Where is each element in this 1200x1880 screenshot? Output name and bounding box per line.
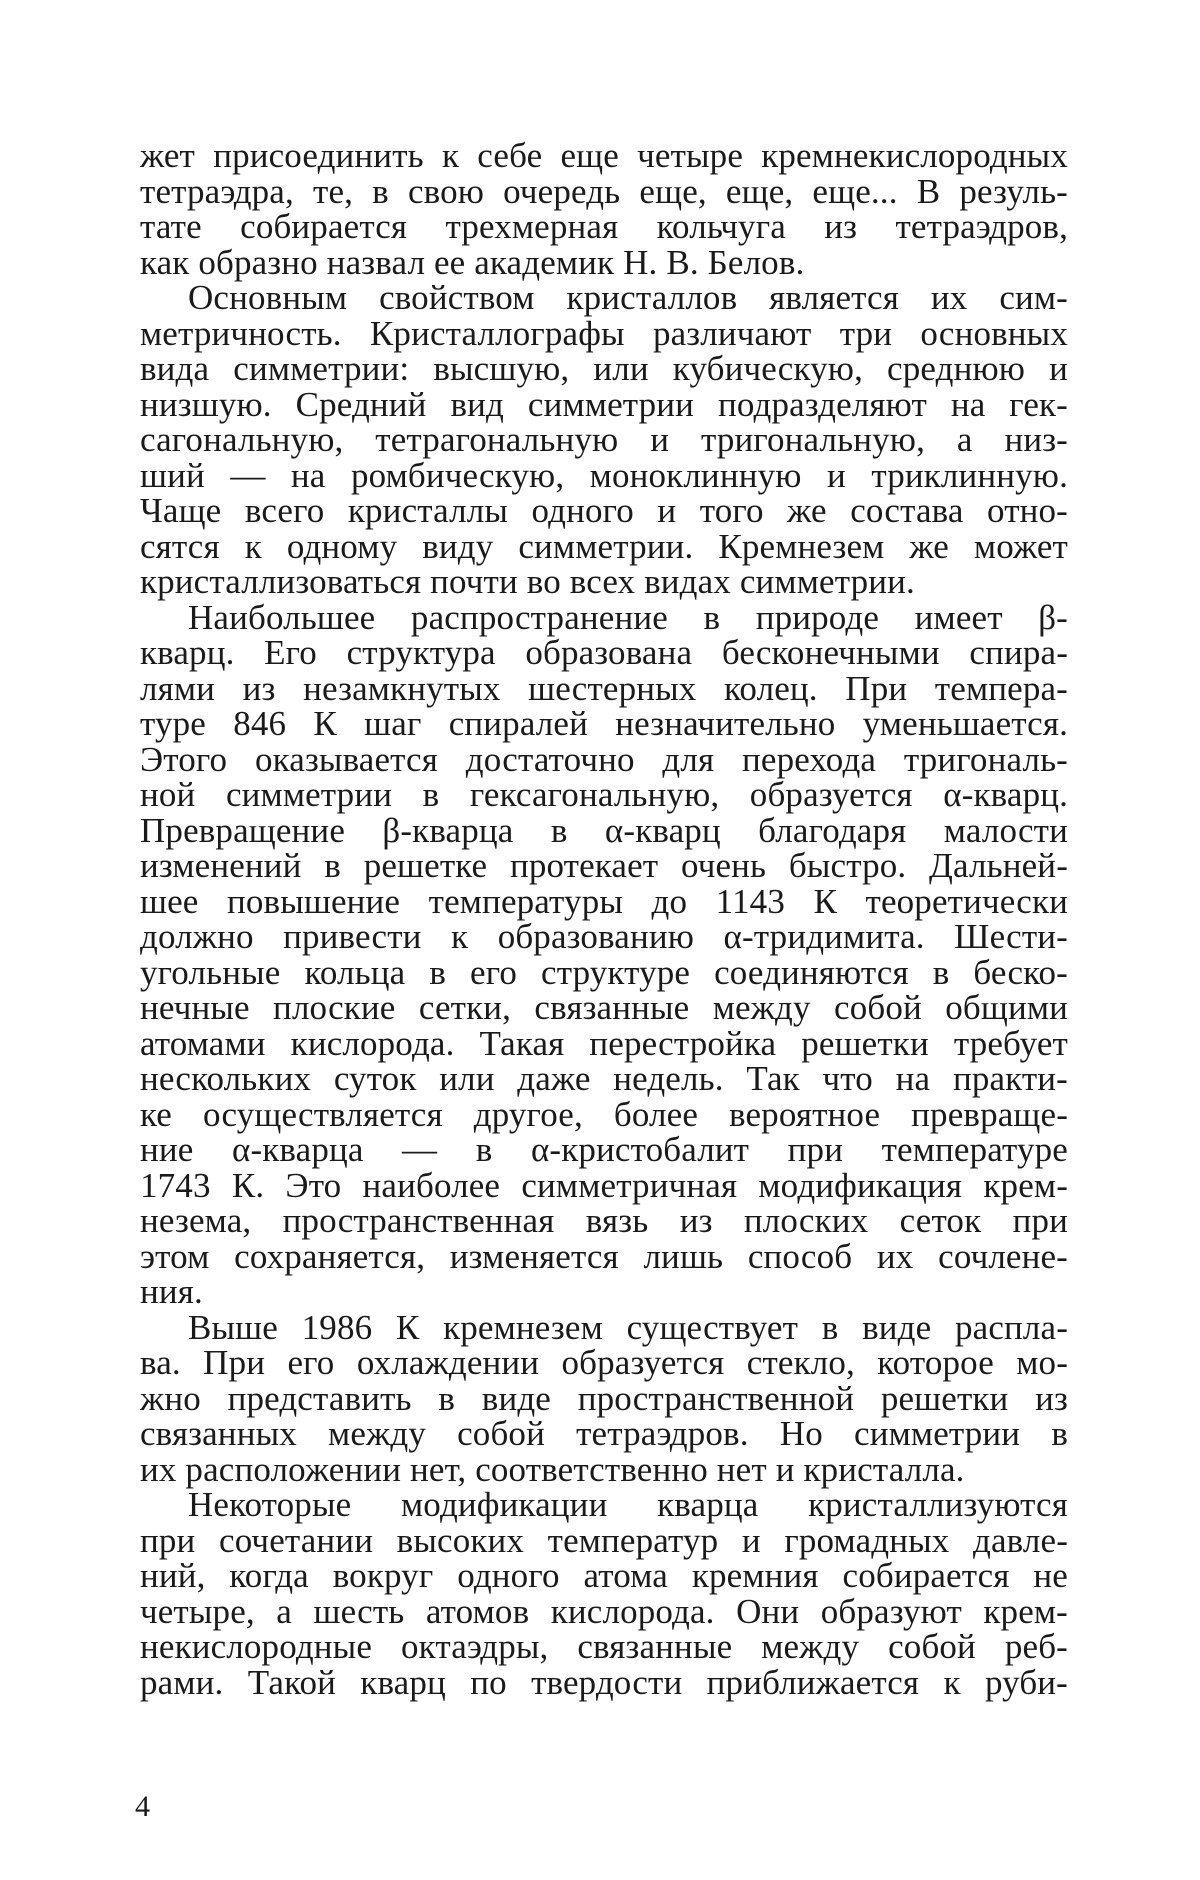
- text-line: их расположении нет, соответственно нет и кристалла.: [140, 1449, 965, 1489]
- text-line: изменений в решетке протекает очень быстро. Дальней-: [140, 846, 1068, 885]
- text-line: тетраэдра, те, в свою очередь еще, еще, еще... В резуль-: [140, 171, 1068, 211]
- text-line: Наибольшее распространение в природе имеет β-: [188, 597, 1068, 637]
- text-line: кварц. Его структура образована бесконечными спира-: [140, 633, 1068, 672]
- text-line: при сочетании высоких температур и громадных давле-: [140, 1520, 1068, 1560]
- text-line: жет присоединить к себе еще четыре кремнекислородных: [140, 136, 1068, 175]
- text-line: незема, пространственная вязь из плоских сеток при: [140, 1201, 1068, 1240]
- paragraph: [140, 138, 1068, 280]
- text-line: низшую. Средний вид симметрии подразделяют на гек-: [140, 384, 1068, 424]
- text-line: кристаллизоваться почти во всех видах симметрии.: [140, 562, 915, 601]
- text-line: лями из незамкнутых шестерных колец. При темпера-: [140, 668, 1068, 708]
- paragraph: [140, 280, 1068, 600]
- text-line: Выше 1986 К кремнезем существует в виде распла-: [188, 1307, 1068, 1347]
- text-line: сагональную, тетрагональную и тригональную, а низ-: [140, 420, 1068, 459]
- text-line: должно привести к образованию α-тридимита. Шести-: [140, 917, 1068, 956]
- text-line: тате собирается трехмерная кольчуга из тетраэдров,: [140, 207, 1068, 246]
- text-line: жно представить в виде пространственной решетки из: [140, 1378, 1068, 1418]
- text-line: нечные плоские сетки, связанные между собой общими: [140, 988, 1068, 1027]
- text-line: угольные кольца в его структуре соединяются в беско-: [140, 952, 1068, 992]
- text-line: сятся к одному виду симметрии. Кремнезем же может: [140, 526, 1068, 566]
- text-line: связанных между собой тетраэдров. Но симметрии в: [140, 1414, 1068, 1453]
- text-line: некислородные октаэдры, связанные между собой реб-: [140, 1627, 1068, 1666]
- text-line: ния.: [140, 1272, 203, 1311]
- text-line: ной симметрии в гексагональную, образуется α-кварц.: [140, 775, 1068, 814]
- text-line: ший — на ромбическую, моноклинную и триклинную.: [140, 455, 1068, 495]
- text-line: ва. При его охлаждении образуется стекло, которое мо-: [140, 1343, 1068, 1382]
- text-line: Чаще всего кристаллы одного и того же состава отно-: [140, 491, 1068, 530]
- paragraph: [140, 1487, 1068, 1700]
- paragraph: [140, 597, 1068, 1311]
- text-line: рами. Такой кварц по твердости приближается к руби-: [140, 1662, 1068, 1702]
- text-line: атомами кислорода. Такая перестройка решетки требует: [140, 1023, 1068, 1063]
- text-line: Этого оказывается достаточно для перехода тригональ-: [140, 739, 1068, 779]
- text-line: ний, когда вокруг одного атома кремния собирается не: [140, 1556, 1068, 1595]
- text-line: шее повышение температуры до 1143 К теоретически: [140, 881, 1068, 921]
- text-line: 1743 К. Это наиболее симметричная модификация крем-: [140, 1165, 1068, 1205]
- text-line: туре 846 К шаг спиралей незначительно уменьшается.: [140, 704, 1068, 743]
- text-line: как образно назвал ее академик Н. В. Белов.: [140, 242, 805, 282]
- text-line: вида симметрии: высшую, или кубическую, среднюю и: [140, 349, 1068, 388]
- text-line: Превращение β-кварца в α-кварц благодаря малости: [140, 810, 1068, 850]
- body-text: [140, 138, 1068, 1700]
- text-line: ке осуществляется другое, более вероятное превраще-: [140, 1094, 1068, 1134]
- text-line: метричность. Кристаллографы различают три основных: [140, 313, 1068, 353]
- text-line: нескольких суток или даже недель. Так что на практи-: [140, 1059, 1068, 1098]
- text-line: ние α-кварца — в α-кристобалит при температуре: [140, 1130, 1068, 1169]
- text-line: Некоторые модификации кварца кристаллизуются: [188, 1485, 1068, 1524]
- text-line: четыре, а шесть атомов кислорода. Они образуют крем-: [140, 1591, 1068, 1631]
- paragraph: [140, 1307, 1068, 1489]
- page-number: 4: [135, 1790, 150, 1823]
- text-line: Основным свойством кристаллов является их сим-: [188, 278, 1068, 317]
- text-line: этом сохраняется, изменяется лишь способ их сочлене-: [140, 1236, 1068, 1276]
